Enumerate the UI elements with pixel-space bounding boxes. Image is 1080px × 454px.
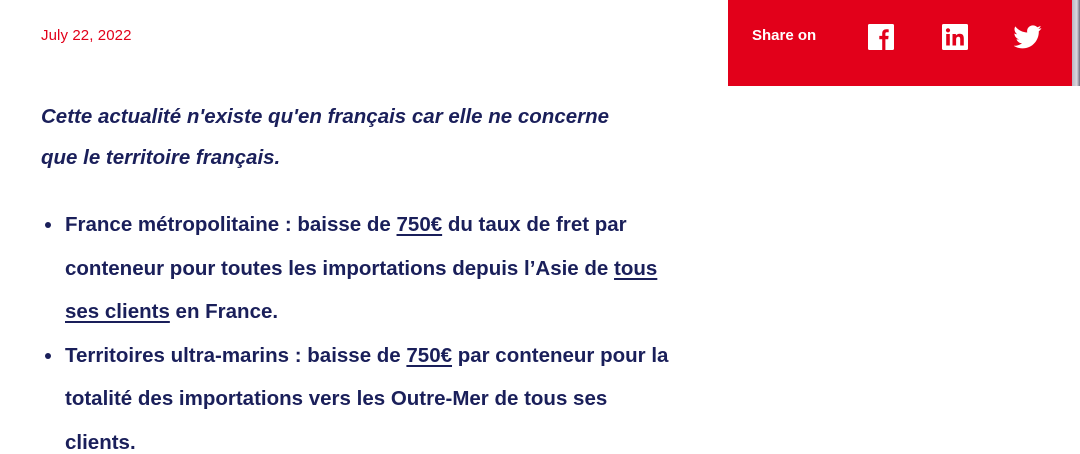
share-label: Share on	[752, 27, 817, 44]
share-bar	[728, 0, 1072, 86]
rate-link[interactable]: 750€	[396, 213, 443, 236]
article-intro: Cette actualité n'existe qu'en français car elle ne concerne que le territoire français.	[41, 105, 610, 169]
facebook-icon[interactable]	[868, 24, 894, 50]
rate-link[interactable]: 750€	[406, 343, 453, 367]
bullet-text: Territoires ultra-marins : baisse de	[65, 343, 407, 367]
window-edge	[1072, 0, 1080, 86]
bullet-text: en France.	[169, 300, 279, 323]
article-bullets	[41, 203, 681, 454]
article-date: July 22, 2022	[41, 27, 132, 44]
linkedin-icon[interactable]	[942, 24, 968, 50]
bullet-text: par conteneur pour la totalité des importations vers les Outre-Mer de tous ses clients.	[65, 343, 669, 454]
bullet-text: du taux de fret par conteneur pour toutes les importations depuis l’Asie de	[65, 213, 627, 280]
list-item	[41, 334, 681, 454]
twitter-icon[interactable]	[1014, 25, 1040, 51]
bullet-text: France métropolitaine : baisse de	[65, 213, 397, 236]
clients-link[interactable]: tous ses clients	[65, 256, 658, 323]
list-item	[41, 203, 681, 334]
